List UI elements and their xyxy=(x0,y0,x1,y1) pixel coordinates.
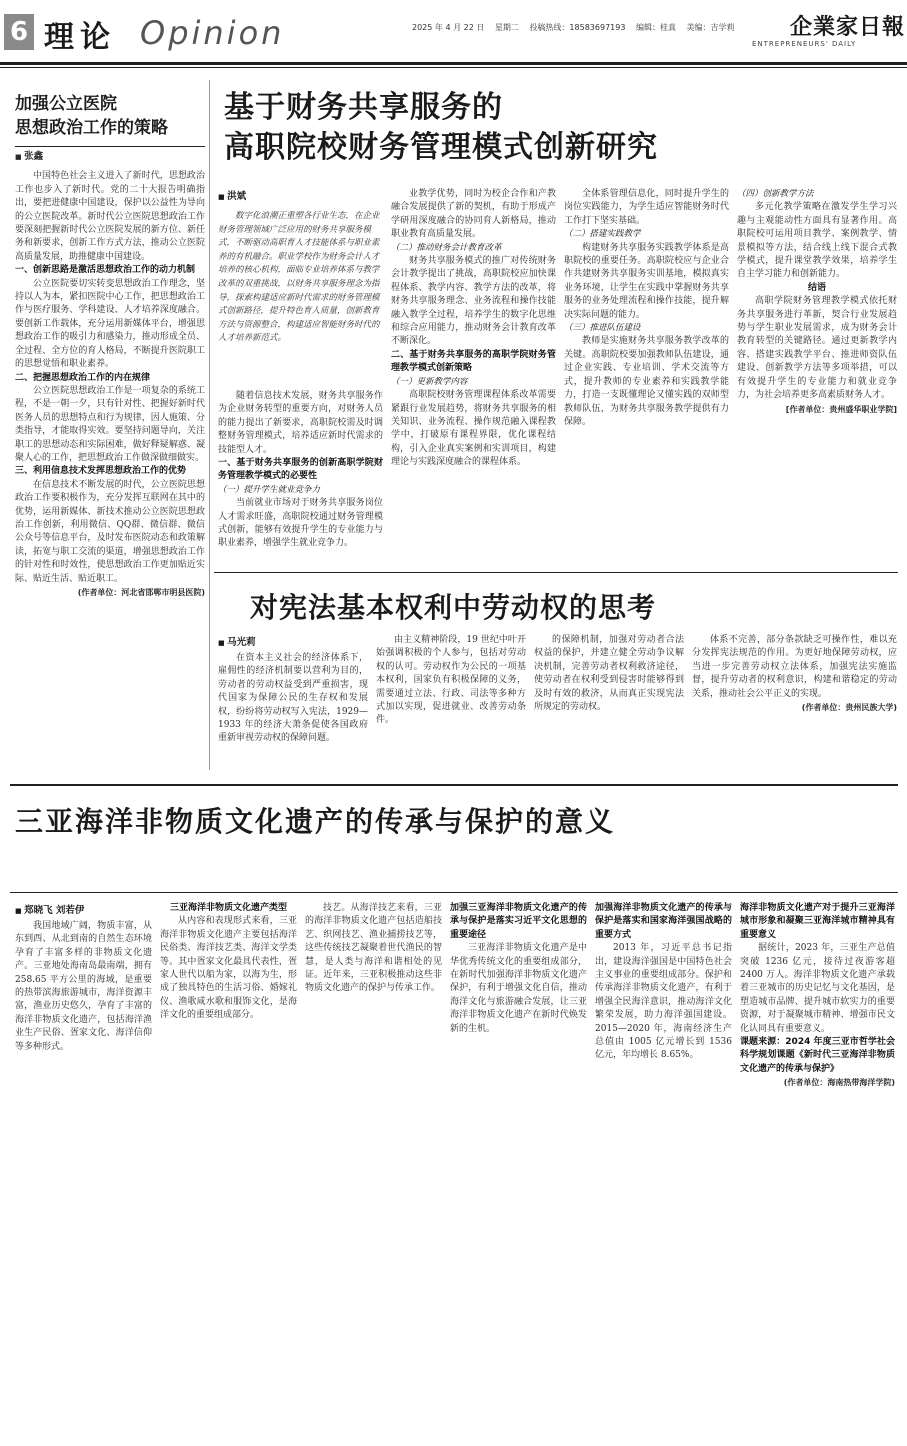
author-unit: (作者单位：贵州民族大学) xyxy=(801,703,897,713)
article2-col1: 随着信息技术发展，财务共享服务作为企业财务转型的重要方向，对财务人员的能力提出了新要求，高职院校需及时调整财务管理模式，培养适应新时代需求的技能型人才。 一、基于财务共享服务的创新高职学院财务管理教学模式的必要性 （一）提升学生就业竞争力 当前就业市场对于财务共享服务岗位人才需求旺盛，高职院校通过财务管理模式创新，能够有效提升学生的专业能力与职业素养，增强学生就业竞争力。 xyxy=(218,391,383,549)
article3-col3: 的保障机制，加强对劳动者合法权益的保护，并建立健全劳动争议解决机制，完善劳动者权利救济途径，使劳动者在权利受到侵害时能够得到及时有效的救济，从而真正实现宪法所规定的劳动权。 xyxy=(534,635,684,713)
article3-col1: 在资本主义社会的经济体系下，雇佣性的经济机制要以营利为目的，劳动者的劳动权益受到严重损害，现代国家为保障公民的生存权和发展权，纷纷将劳动权写入宪法，1929—1933 年的经济大萧条促使各国政府重新审视劳动权的保障问题。 xyxy=(218,653,368,744)
divider xyxy=(10,892,898,893)
article4-col3: 技艺。从海洋技艺来看，三亚的海洋非物质文化遗产包括造船技艺、织网技艺、渔业捕捞技艺等，这些传统技艺凝聚着世代渔民的智慧，是人类与海洋和谐相处的见证。近年来，三亚积极推动这些非物质文化遗产的保护与传承工作。 xyxy=(305,903,442,994)
masthead-logo: 企業家日報 xyxy=(790,14,906,40)
divider xyxy=(214,572,898,573)
article1-body xyxy=(15,150,205,748)
subheading: 二、把握思想政治工作的内在规律 xyxy=(15,372,151,383)
article2-col4: （四）创新教学方法 多元化教学策略在激发学生学习兴趣与主观能动性方面具有显著作用。高职院校可运用项目教学、案例教学、情景模拟等方法，结合线上线下混合式教学模式，提升课堂教学效果，培养学生自主学习能力和创新能力。 结语 高职学院财务管理教学模式依托财务共享服务进行革新，契合行业发展趋势与学生职业发展需求，成为财务会计教育转型的关键路径。通过更新教学内容、搭建实践教学平台、推进师资队伍建设、创新教学方法等多项举措，可以有效提升学生的专业能力和就业竞争力，为社会培养更多高素质财务人才。 [作者单位：贵州盛华职业学院] xyxy=(737,188,897,555)
article4-author: ■ 郑晓飞 刘若伊 xyxy=(15,902,175,916)
designer: 美编：吉学莉 xyxy=(686,23,735,32)
article1-author: ■ 张鑫 xyxy=(15,150,205,164)
masthead-en: ENTREPRENEURS' DAILY xyxy=(752,40,857,48)
article1-title: 加强公立医院 思想政治工作的策略 xyxy=(15,94,168,138)
paragraph: 中国特色社会主义进入了新时代，思想政治工作也步入了新时代。党的二十大报告明确指出，要把进健康中国建设，保护以公益性为导向的公立医院改革。新时代公立医院思想政治工作要深刻把握新时代公立医院发展的新方位、新任务和新要求，创新工作方式方法，推动公立医院高质量发展，助推健康中国建设。 xyxy=(15,171,205,262)
article4-col1: 我国地域广阔，物质丰富，从东到西、从北到南的自然生态环境孕育了丰富多样的非物质文化遗产。三亚地处海南岛最南端，拥有 258.65 平方公里的海域，是重要的热带滨海旅游城市，海洋资源丰富，渔业历史悠久，孕育了丰富的海洋非物质文化遗产，包括海洋渔业生产民俗、疍家文化、海洋信仰等多种形式。 xyxy=(15,921,152,1052)
divider xyxy=(10,784,898,786)
issue-date: 2025 年 4 月 22 日 xyxy=(412,23,485,32)
author-unit: (作者单位：海南热带海洋学院) xyxy=(783,1078,895,1088)
hotline: 投稿热线：18583697193 xyxy=(529,23,626,32)
article3-col4: 体系不完善，部分条款缺乏可操作性，难以充分发挥宪法规范的作用。为更好地保障劳动权，应当进一步完善劳动权立法体系，加强宪法实施监督，提升劳动者的权利意识，构建和谐稳定的劳动关系，推动社会公平正义的实现。 (作者单位：贵州民族大学) xyxy=(692,634,897,770)
article2-title: 基于财务共享服务的 高职院校财务管理模式创新研究 xyxy=(224,90,658,165)
header-rule xyxy=(0,62,907,65)
section-title-en: Opinion xyxy=(140,14,285,52)
paragraph: 公立医院思想政治工作是一项复杂的系统工程，不是一朝一夕，只有针对性、把握好新时代医务人员的思想特点和行为规律，因人施策、分类指导，才能取得实效。要坚持问题导向，关注职工的思想动态和实际困难，做好释疑解惑、凝聚人心的工作，把思想政治工作做深做细做实。 xyxy=(15,385,205,463)
subheading: 三、利用信息技术发挥思想政治工作的优势 xyxy=(15,466,187,477)
article3-col2: 由主义精神阶段，19 世纪中叶开始强调积极的个人参与，包括对劳动权的认可。劳动权作为公民的一项基本权利，国家负有积极保障的义务，需要通过立法、行政、司法等多种方式加以实现，促进就业、改善劳动条件。 xyxy=(376,635,526,726)
article2-author: ■ 洪斌 xyxy=(218,188,378,202)
article4-col5: 加强海洋非物质文化遗产的传承与保护是落实和国家海洋强国战略的重要方式 2013 年，习近平总书记指出，建设海洋强国是中国特色社会主义事业的重要组成部分。保护和传承海洋非物质文化遗产，有利于增强全民海洋意识，推动海洋文化繁荣发展，助力海洋强国建设。2015—2020 年，海南经济生产总值由 1005 亿元增长到 1536 亿元，年均增长 8.65%。 xyxy=(595,903,732,1061)
page-header xyxy=(0,0,907,62)
page-number: 6 xyxy=(4,14,34,50)
article4-title: 三亚海洋非物质文化遗产的传承与保护的意义 xyxy=(15,805,616,838)
issue-info xyxy=(412,22,743,33)
author-unit: (作者单位：河北省邯郸市明县医院) xyxy=(77,588,205,597)
author-unit: [作者单位：贵州盛华职业学院] xyxy=(785,404,897,414)
divider xyxy=(15,146,205,147)
subheading: 一、创新思路是激活思想政治工作的动力机制 xyxy=(15,265,196,276)
article4-col4: 加强三亚海洋非物质文化遗产的传承与保护是落实习近平文化思想的重要途径 三亚海洋非物质文化遗产是中华优秀传统文化的重要组成部分，在新时代加强海洋非物质文化遗产保护，有利于增强文化自信，推动海洋文化与旅游融合发展，让三亚海洋非物质文化遗产在新时代焕发新的生机。 xyxy=(450,903,587,1034)
article2-col2: 业教学优势，同时为校企合作和产教融合发展提供了新的契机，有助于形成产学研用深度融合的协同育人新格局，推动职业教育高质量发展。 （二）推动财务会计教育改革 财务共享服务模式的推广对传统财务会计教学提出了挑战，高职院校应加快课程体系、教学内容、教学方法的改革，将财务共享服务理念、业务流程和操作技能融入教学全过程，培养学生的数字化思维和综合应用能力，推动财务会计教育改革不断深化。 二、基于财务共享服务的高职学院财务管理教学模式创新策略 （一）更新教学内容 高职院校财务管理课程体系改革需要紧跟行业发展趋势，将财务共享服务的相关知识、业务流程、操作规范融入课程教学中，打破原有课程界限，优化课程结构，引入企业真实案例和实训项目，构建理论与实践深度融合的课程体系。 xyxy=(391,189,556,468)
article3-title: 对宪法基本权利中劳动权的思考 xyxy=(250,591,657,624)
article2-abstract: 数字化浪潮正重塑各行业生态，在企业财务管理领域广泛应用的财务共享服务模式，不断驱动高职育人才技能体系与职业素养的有机融合。职业学校作为财务会计人才培养的核心机构，面临专业培养体系与教学改革的双重挑战，以财务共享服务理念为指导，探索构建适应新时代需求的财务管理模式创新路径，提升特色育人质量，创新教育方法与资源整合，构建适应智能财务时代的人才培养新范式。 xyxy=(218,211,380,344)
section-title: 理论 xyxy=(44,20,116,55)
paragraph: 公立医院要切实转变思想政治工作理念，坚持以人为本，紧扣医院中心工作，把思想政治工作与医疗服务、学科建设、人才培养深度融合。要创新工作载体，充分运用新媒体平台，增强思想政治工作的吸引力和感染力，推动形成全员、全过程、全方位的育人格局，不断提升医院职工的思想觉悟和职业素养。 xyxy=(15,278,205,370)
editor: 编辑：桂真 xyxy=(635,23,676,32)
header-rule-thin xyxy=(0,67,907,68)
issue-weekday: 星期二 xyxy=(494,23,519,32)
article4-col6: 海洋非物质文化遗产对于提升三亚海洋城市形象和凝聚三亚海洋城市精神具有重要意义 据统计，2023 年，三亚生产总值突破 1236 亿元，接待过夜游客超 2400 万人。海洋非物质文化遗产承载着三亚城市的历史记忆与文化基因，是塑造城市品牌、提升城市软实力的重要资源，对于凝聚城市精神、增强市民文化认同具有重要意义。 课题来源：2024 年度三亚市哲学社会科学规划课题《新时代三亚海洋非物质文化遗产的传承与保护》 (作者单位：海南热带海洋学院) xyxy=(740,902,895,1434)
article2-col3: 全体系管理信息化，同时提升学生的岗位实践能力，为学生适应智能财务时代工作打下坚实基础。 （二）搭建实践教学 构建财务共享服务实践教学体系是高职院校的重要任务。高职院校应与企业合作共建财务共享服务实训基地，模拟真实业务环境，让学生在实践中掌握财务共享服务的业务处理流程和操作技能，提升解决实际问题的能力。 （三）推进队伍建设 教师是实施财务共享服务教学改革的关键。高职院校要加强教师队伍建设，通过企业实践、专业培训、学术交流等方式，提升教师的专业素养和实践教学能力，打造一支既懂理论又懂实践的双师型教师队伍，为财务共享服务教学提供有力保障。 xyxy=(564,189,729,427)
article4-col2: 三亚海洋非物质文化遗产类型 从内容和表现形式来看，三亚海洋非物质文化遗产主要包括海洋民俗类、海洋技艺类、海洋文学类等。其中疍家文化最具代表性，疍家人世代以船为家，以海为生，形成了独具特色的生活习俗、婚嫁礼仪、渔歌咸水歌和服饰文化，是海洋文化的重要组成部分。 xyxy=(160,903,297,1021)
article3-author: ■ 马光莉 xyxy=(218,634,378,648)
column-divider xyxy=(209,80,210,770)
paragraph: 在信息技术不断发展的时代，公立医院思想政治工作要积极作为，充分发挥互联网在其中的优势，运用新媒体、新技术推动公立医院思想政治工作创新，利用微信、QQ群、微信群、微信公众号等信息平台，及时发布医院动态和政策解读，拓宽与职工交流的渠道，增强思想政治工作的针对性和时效性，使思想政治工作更加贴近实际、贴近生活、贴近职工。 xyxy=(15,479,205,584)
